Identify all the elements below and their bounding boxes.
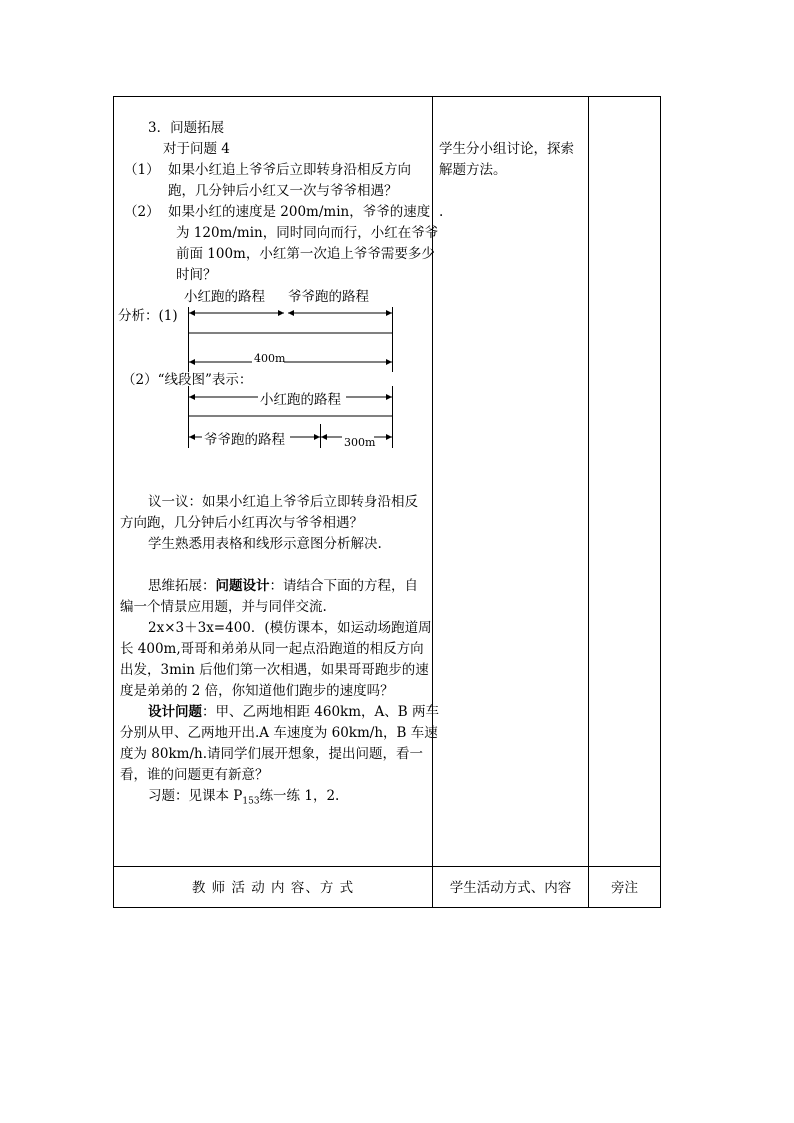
d1-arrow-5 bbox=[189, 359, 195, 365]
thinking-bold: 问题设计 bbox=[215, 578, 270, 594]
thinking-equation-line: 2x×3＋3x=400．(模仿课本，如运动场跑道周 bbox=[148, 620, 432, 636]
thinking-line1 bbox=[148, 576, 418, 597]
thinking-line2: 编一个情景应用题，并与同伴交流. bbox=[120, 599, 327, 615]
q1-line1: 如果小红追上爷爷后立即转身沿相反方向 bbox=[168, 162, 411, 178]
diagram2-distance: 300m bbox=[344, 436, 376, 449]
student-line1: 学生分小组讨论，探索 bbox=[439, 141, 574, 157]
student-line2: 解题方法。 bbox=[439, 162, 507, 178]
q2-line4: 时间？ bbox=[176, 267, 217, 283]
exercise-page-number: 153 bbox=[242, 796, 260, 807]
q2-number: （2） bbox=[124, 204, 160, 220]
thinking-line1-rest: ：请结合下面的方程，自 bbox=[269, 578, 418, 594]
diagram1-analysis-label: 分析：(1) bbox=[118, 308, 178, 324]
footer-teacher-activity: 教 师 活 动 内 容、方 式 bbox=[191, 880, 355, 896]
design-bold: 设计问题 bbox=[148, 704, 202, 720]
d1-arrow-3 bbox=[288, 310, 294, 316]
diagram1-distance: 400m bbox=[254, 352, 286, 365]
q1-number: （1） bbox=[124, 162, 160, 178]
design-line1 bbox=[148, 702, 439, 723]
q1-line2: 跑，几分钟后小红又一次与爷爷相遇？ bbox=[168, 183, 398, 199]
d2-arrow-6 bbox=[386, 434, 392, 440]
sub-title: 对于问题 4 bbox=[163, 141, 230, 157]
d2-arrow-3 bbox=[189, 434, 195, 440]
design-line3: 度为 80km/h.请同学们展开想象，提出问题，看一 bbox=[120, 746, 423, 762]
discuss-line3: 学生熟悉用表格和线形示意图分析解决. bbox=[148, 536, 382, 552]
d1-arrow-2 bbox=[278, 310, 284, 316]
diagram2-label-grandpa: 爷爷跑的路程 bbox=[204, 432, 285, 448]
diagram2-label-xiaohong: 小红跑的路程 bbox=[260, 392, 341, 408]
q2-line2: 为 120m/min，同时同向而行，小红在爷爷 bbox=[176, 225, 439, 241]
d2-arrow-4 bbox=[314, 434, 320, 440]
d2-arrow-5 bbox=[321, 434, 327, 440]
section-title: 3．问题拓展 bbox=[148, 120, 225, 136]
exercise-suffix: 练一练 1，2. bbox=[259, 788, 340, 804]
exercise-line bbox=[148, 786, 339, 813]
d2-arrow-1 bbox=[189, 394, 195, 400]
thinking-line6: 度是弟弟的 2 倍，你知道他们跑步的速度吗？ bbox=[120, 683, 394, 699]
discuss-line1: 议一议：如果小红追上爷爷后立即转身沿相反 bbox=[148, 494, 418, 510]
discuss-line2: 方向跑，几分钟后小红再次与爷爷相遇？ bbox=[120, 515, 363, 531]
q2-line1: 如果小红的速度是 200m/min，爷爷的速度 bbox=[168, 204, 431, 220]
design-line2: 分别从甲、乙两地开出.A 车速度为 60km/h，B 车速 bbox=[120, 725, 438, 741]
footer-note: 旁注 bbox=[611, 880, 638, 896]
q2-line3: 前面 100m，小红第一次追上爷爷需要多少 bbox=[176, 246, 435, 262]
d1-arrow-4 bbox=[386, 310, 392, 316]
design-line1-rest: ：甲、乙两地相距 460km，A、B 两车 bbox=[202, 704, 440, 720]
student-dot: . bbox=[439, 204, 444, 220]
thinking-line4: 长 400m,哥哥和弟弟从同一起点沿跑道的相反方向 bbox=[120, 641, 424, 657]
design-line4: 看，谁的问题更有新意？ bbox=[120, 767, 269, 783]
d1-arrow-6 bbox=[386, 359, 392, 365]
d1-arrow-1 bbox=[189, 310, 195, 316]
diagram1-label-xiaohong: 小红跑的路程 bbox=[184, 289, 265, 305]
exercise-prefix: 习题：见课本 P bbox=[148, 788, 243, 804]
d2-arrow-2 bbox=[386, 394, 392, 400]
thinking-prefix: 思维拓展： bbox=[148, 578, 216, 594]
thinking-line5: 出发，3min 后他们第一次相遇，如果哥哥跑步的速 bbox=[120, 662, 429, 678]
diagram1-label-grandpa: 爷爷跑的路程 bbox=[288, 289, 369, 305]
footer-student-activity: 学生活动方式、内容 bbox=[449, 880, 572, 896]
diagram2-caption: （2）“线段图”表示： bbox=[122, 372, 253, 388]
